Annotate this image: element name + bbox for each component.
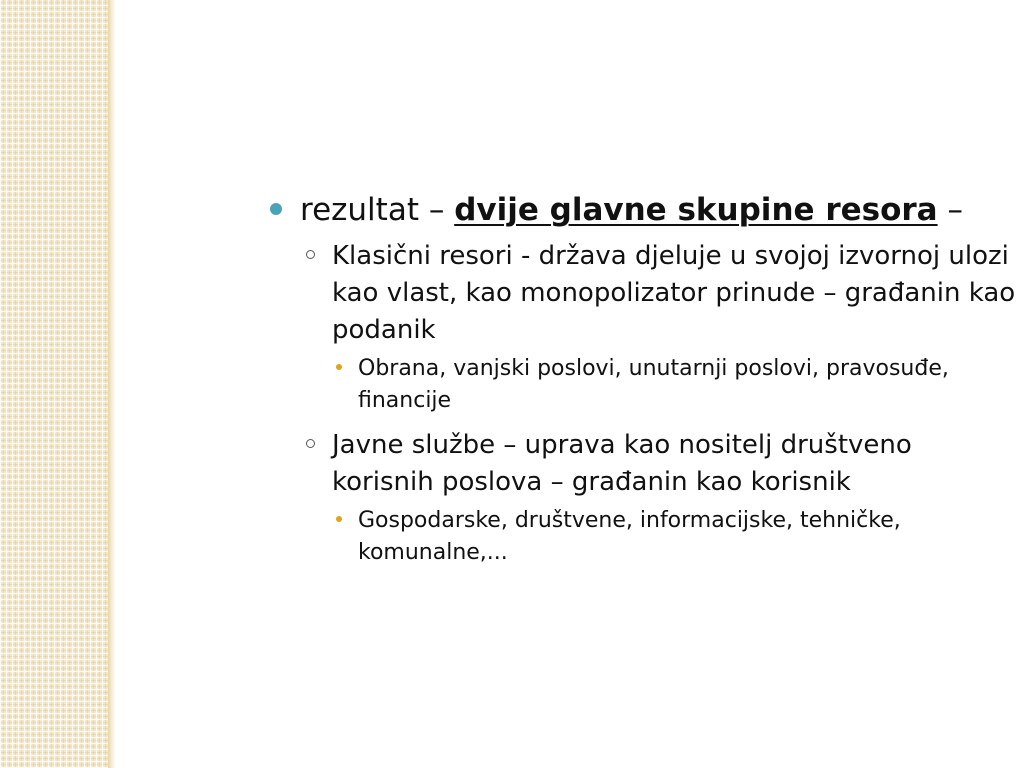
bullet-circle-icon (306, 439, 315, 448)
bullet-text: Klasični resori - država djeluje u svojoj izvornoj ulozi kao vlast, kao monopolizator prinude – građanin kao podanik (332, 241, 1016, 345)
bullet-item-level2 (268, 238, 1020, 349)
bullet-text: Gospodarske, društvene, informacijske, tehničke, komunalne,... (358, 508, 901, 565)
bullet-small-dot-icon (336, 364, 342, 370)
bullet-small-dot-icon (336, 516, 342, 522)
bullet-text: Javne službe – uprava kao nositelj društveno korisnih poslova – građanin kao korisnik (332, 430, 912, 497)
bullet-dot-icon (270, 203, 282, 215)
decorative-side-shadow (108, 0, 116, 768)
bullet-item-level3 (268, 505, 1020, 569)
bullet-text-suffix: – (937, 192, 963, 228)
bullet-text-prefix: rezultat – (300, 192, 455, 228)
bullet-text-emphasis: dvije glavne skupine resora (454, 192, 938, 228)
bullet-circle-icon (306, 250, 315, 259)
bullet-item-level2 (268, 427, 1020, 501)
bullet-item-level3 (268, 353, 1020, 417)
bullet-list (268, 188, 1020, 579)
decorative-side-pattern (0, 0, 108, 768)
bullet-item-level1 (268, 188, 1020, 232)
bullet-text: Obrana, vanjski poslovi, unutarnji poslovi, pravosuđe, financije (358, 356, 949, 413)
